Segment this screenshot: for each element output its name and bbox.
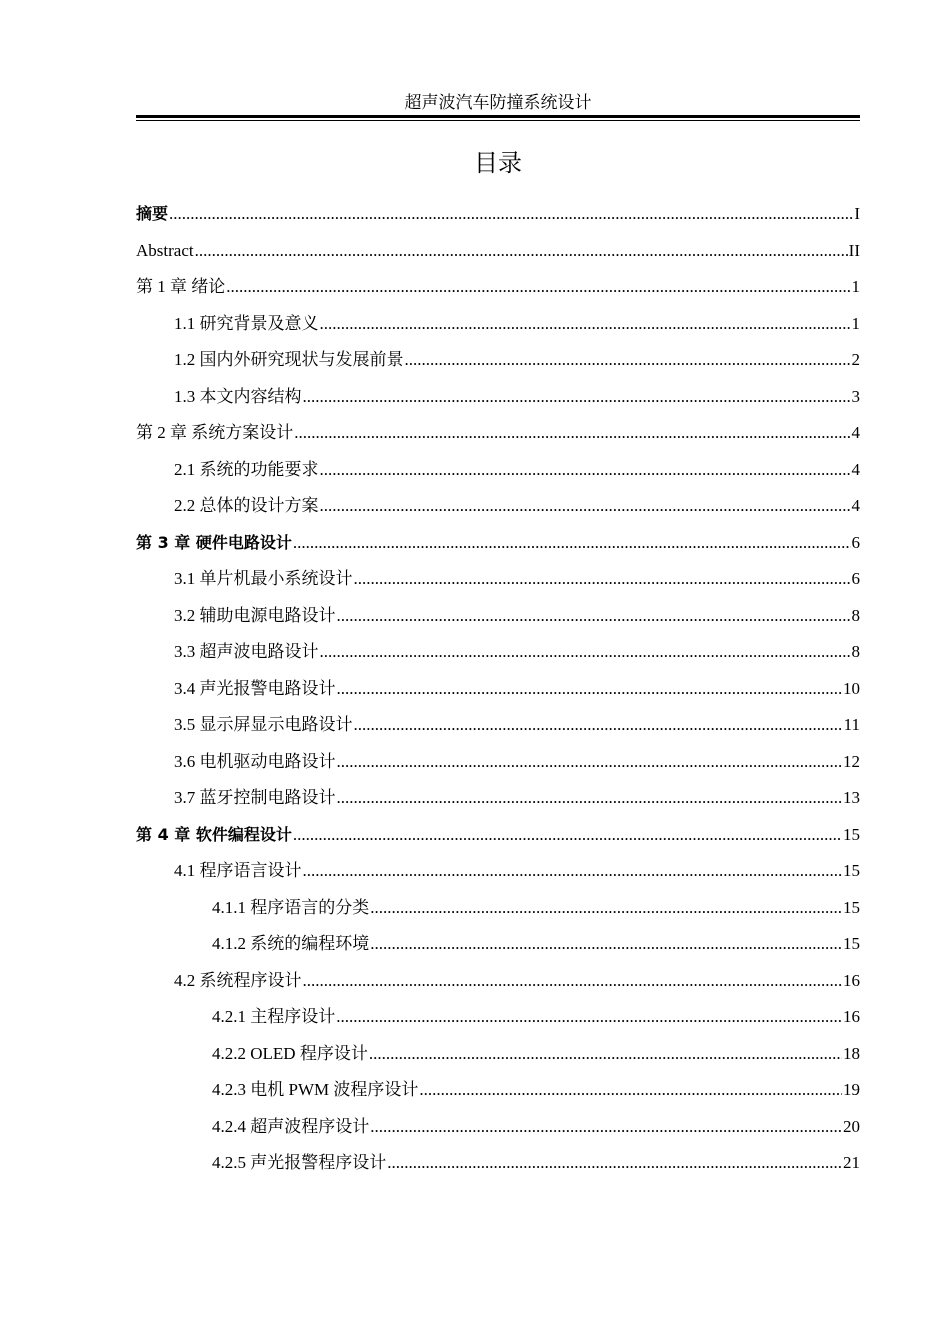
toc-entry-label: 第 4 章 软件编程设计 xyxy=(136,824,292,844)
toc-entry-label: Abstract xyxy=(136,240,194,260)
toc-entry[interactable] xyxy=(136,634,860,671)
toc-dot-leader xyxy=(337,780,843,817)
toc-entry[interactable] xyxy=(136,452,860,489)
toc-entry-label: 3.1 单片机最小系统设计 xyxy=(174,569,353,588)
toc-entry[interactable] xyxy=(136,780,860,817)
toc-entry-label: 1.3 本文内容结构 xyxy=(174,386,302,406)
toc-entry[interactable] xyxy=(136,269,860,306)
toc-entry[interactable] xyxy=(136,671,860,708)
toc-entry-page-number: 1 xyxy=(851,313,860,333)
toc-entry[interactable] xyxy=(136,233,860,270)
toc-entry[interactable] xyxy=(136,999,860,1036)
toc-entry-label: 4.2.2 OLED 程序设计 xyxy=(212,1043,368,1063)
toc-dot-leader xyxy=(320,488,851,525)
toc-entry-label: 2.2 总体的设计方案 xyxy=(174,496,319,515)
toc-dot-leader xyxy=(320,452,851,489)
toc-entry-page-number: 21 xyxy=(843,1153,860,1172)
toc-entry-label: 第 2 章 系统方案设计 xyxy=(136,423,294,442)
toc-dot-leader xyxy=(320,634,851,671)
toc-dot-leader xyxy=(336,999,842,1036)
toc-dot-leader xyxy=(294,415,850,452)
toc-dot-leader xyxy=(370,890,842,927)
toc-entry-label: 3.3 超声波电路设计 xyxy=(174,642,319,661)
toc-entry-page-number: 4 xyxy=(851,423,860,442)
toc-entry-label: 4.1 程序语言设计 xyxy=(174,861,302,880)
toc-dot-leader xyxy=(354,707,843,744)
toc-entry[interactable] xyxy=(136,1145,860,1182)
toc-entry-page-number: 15 xyxy=(843,897,860,917)
toc-entry-page-number: 11 xyxy=(843,715,860,734)
toc-entry-page-number: 15 xyxy=(843,824,860,844)
toc-dot-leader xyxy=(370,926,842,963)
toc-entry-page-number: 19 xyxy=(843,1080,860,1099)
toc-entry-page-number: 4 xyxy=(851,459,860,479)
toc-entry-page-number: 12 xyxy=(843,751,860,771)
toc-entry-page-number: 3 xyxy=(851,386,860,406)
toc-entry[interactable] xyxy=(136,744,860,781)
toc-entry-label: 2.1 系统的功能要求 xyxy=(174,459,319,479)
toc-dot-leader xyxy=(387,1145,842,1182)
toc-dot-leader xyxy=(354,561,851,598)
toc-entry-page-number: 2 xyxy=(851,350,860,369)
toc-dot-leader xyxy=(303,853,843,890)
toc-entry[interactable] xyxy=(136,561,860,598)
header-rule xyxy=(136,115,860,121)
toc-entry[interactable] xyxy=(136,342,860,379)
toc-entry-page-number: 8 xyxy=(851,605,860,625)
toc-title: 目录 xyxy=(474,149,522,177)
toc-entry-page-number: 16 xyxy=(843,1007,860,1026)
toc-entry[interactable] xyxy=(136,525,860,562)
toc-dot-leader xyxy=(303,379,851,416)
toc-entry-page-number: 15 xyxy=(843,934,860,953)
toc-entry-label: 4.2 系统程序设计 xyxy=(174,970,302,990)
running-header: 超声波汽车防撞系统设计 xyxy=(404,93,592,112)
toc-entry[interactable] xyxy=(136,1072,860,1109)
toc-entry-page-number: 15 xyxy=(843,861,860,880)
toc-dot-leader xyxy=(370,1109,842,1146)
toc-entry-page-number: 1 xyxy=(851,277,860,296)
toc-entry-label: 3.2 辅助电源电路设计 xyxy=(174,605,336,625)
toc-entry-label: 摘要 xyxy=(136,204,169,223)
toc-dot-leader xyxy=(337,671,843,708)
toc-dot-leader xyxy=(303,963,843,1000)
toc-entry-label: 4.1.1 程序语言的分类 xyxy=(212,897,370,917)
toc-dot-leader xyxy=(195,233,848,270)
toc-entry-page-number: 6 xyxy=(851,569,860,588)
toc-dot-leader xyxy=(293,817,842,854)
toc-entry[interactable] xyxy=(136,196,860,233)
toc-entry-label: 4.1.2 系统的编程环境 xyxy=(212,934,370,953)
toc-entry-page-number: 8 xyxy=(851,642,860,661)
toc-dot-leader xyxy=(226,269,850,306)
toc-entry[interactable] xyxy=(136,379,860,416)
toc-entry[interactable] xyxy=(136,853,860,890)
toc-dot-leader xyxy=(337,598,851,635)
toc-dot-leader xyxy=(405,342,851,379)
toc-dot-leader xyxy=(293,525,851,562)
toc-dot-leader xyxy=(320,306,851,343)
toc-entry-page-number: 4 xyxy=(851,496,860,515)
toc-entry-label: 3.4 声光报警电路设计 xyxy=(174,678,336,698)
toc-entry[interactable] xyxy=(136,598,860,635)
toc-entry-label: 3.6 电机驱动电路设计 xyxy=(174,751,336,771)
toc-entry[interactable] xyxy=(136,306,860,343)
toc-entry-label: 3.5 显示屏显示电路设计 xyxy=(174,715,353,734)
toc-entry[interactable] xyxy=(136,890,860,927)
toc-entry-page-number: 18 xyxy=(843,1043,860,1063)
toc-entry-label: 4.2.3 电机 PWM 波程序设计 xyxy=(212,1080,419,1099)
toc-entry-page-number: II xyxy=(848,240,860,260)
toc-entry[interactable] xyxy=(136,1036,860,1073)
toc-entry[interactable] xyxy=(136,1109,860,1146)
toc-entry-label: 4.2.5 声光报警程序设计 xyxy=(212,1153,387,1172)
toc-entry-label: 第 3 章 硬件电路设计 xyxy=(136,532,292,552)
toc-entry[interactable] xyxy=(136,926,860,963)
toc-dot-leader xyxy=(169,196,853,233)
toc-entry-label: 3.7 蓝牙控制电路设计 xyxy=(174,788,336,807)
toc-entry-page-number: 6 xyxy=(851,532,860,552)
toc-entry-label: 1.1 研究背景及意义 xyxy=(174,313,319,333)
toc-entry[interactable] xyxy=(136,817,860,854)
toc-entry-label: 第 1 章 绪论 xyxy=(136,277,226,296)
toc-entry[interactable] xyxy=(136,415,860,452)
toc-entry-page-number: 13 xyxy=(843,788,860,807)
toc-entry[interactable] xyxy=(136,963,860,1000)
toc-entry-label: 4.2.4 超声波程序设计 xyxy=(212,1116,370,1136)
toc-dot-leader xyxy=(369,1036,842,1073)
table-of-contents xyxy=(136,196,860,1182)
toc-entry-label: 1.2 国内外研究现状与发展前景 xyxy=(174,350,404,369)
toc-dot-leader xyxy=(337,744,843,781)
toc-entry-page-number: 20 xyxy=(843,1116,860,1136)
toc-entry-page-number: 10 xyxy=(843,678,860,698)
toc-dot-leader xyxy=(419,1072,842,1109)
toc-entry[interactable] xyxy=(136,707,860,744)
toc-entry-page-number: 16 xyxy=(843,970,860,990)
toc-entry-page-number: I xyxy=(854,204,860,223)
toc-entry[interactable] xyxy=(136,488,860,525)
toc-entry-label: 4.2.1 主程序设计 xyxy=(212,1007,336,1026)
